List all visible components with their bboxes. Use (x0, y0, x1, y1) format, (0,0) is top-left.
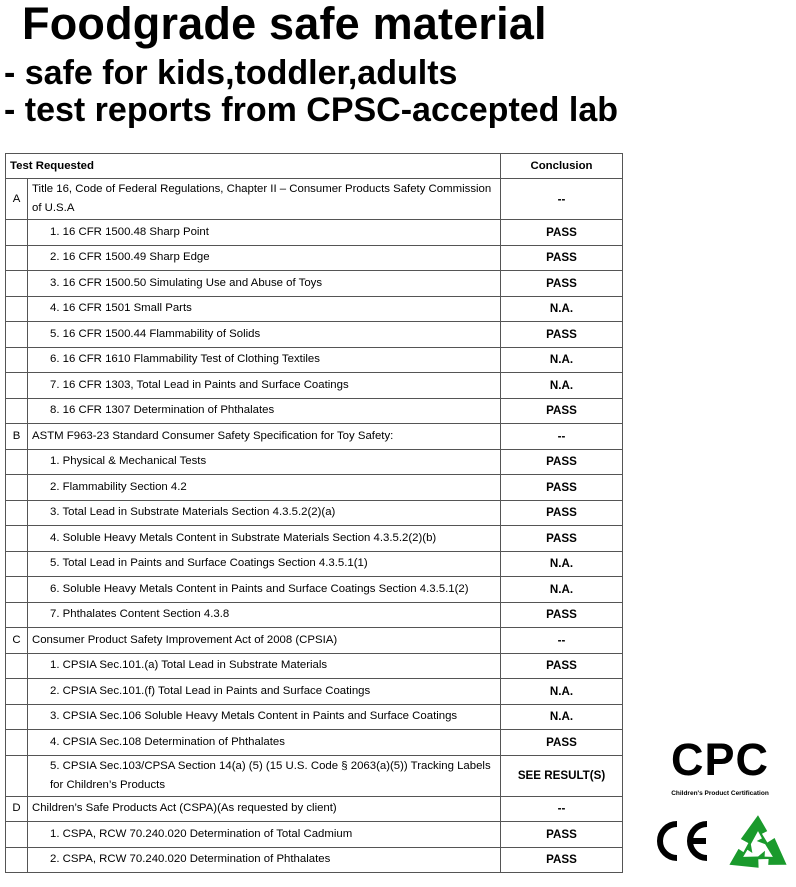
table-row (6, 373, 623, 399)
test-item: 4. 16 CFR 1501 Small Parts (28, 296, 501, 322)
table-row (6, 822, 623, 848)
row-spacer (6, 475, 28, 501)
test-result: PASS (501, 500, 623, 526)
section-result: -- (501, 424, 623, 450)
recycle-icon (725, 810, 791, 881)
table-row (6, 704, 623, 730)
row-spacer (6, 373, 28, 399)
section-letter: B (6, 424, 28, 450)
test-result: N.A. (501, 296, 623, 322)
test-result: N.A. (501, 704, 623, 730)
test-result: PASS (501, 449, 623, 475)
section-title: Children’s Safe Products Act (CSPA)(As requested by client) (28, 796, 501, 822)
col-header-test: Test Requested (6, 154, 501, 179)
test-item: 6. Soluble Heavy Metals Content in Paints and Surface Coatings Section 4.3.5.1(2) (28, 577, 501, 603)
cpc-logo: CPC (670, 734, 769, 785)
test-result: N.A. (501, 347, 623, 373)
row-spacer (6, 755, 28, 796)
test-result: PASS (501, 271, 623, 297)
test-item: 1. CPSIA Sec.101.(a) Total Lead in Substrate Materials (28, 653, 501, 679)
row-spacer (6, 526, 28, 552)
table-row (6, 679, 623, 705)
test-item: 5. CPSIA Sec.103/CPSA Section 14(a) (5) (15 U.S. Code § 2063(a)(5)) Tracking Labels for Children’s Products (28, 755, 501, 796)
test-result: PASS (501, 475, 623, 501)
section-letter: A (6, 179, 28, 220)
table-header-row (6, 154, 623, 179)
cpc-badge (650, 736, 790, 797)
table-row (6, 602, 623, 628)
test-result: PASS (501, 847, 623, 873)
test-item: 1. 16 CFR 1500.48 Sharp Point (28, 220, 501, 246)
section-letter: D (6, 796, 28, 822)
test-item: 2. Flammability Section 4.2 (28, 475, 501, 501)
test-result: PASS (501, 526, 623, 552)
test-item: 3. 16 CFR 1500.50 Simulating Use and Abuse of Toys (28, 271, 501, 297)
row-spacer (6, 679, 28, 705)
recycle-icon-svg (725, 810, 791, 876)
table-row (6, 577, 623, 603)
row-spacer (6, 500, 28, 526)
table-row (6, 755, 623, 796)
test-item: 5. Total Lead in Paints and Surface Coatings Section 4.3.5.1(1) (28, 551, 501, 577)
row-spacer (6, 245, 28, 271)
section-letter: C (6, 628, 28, 654)
test-result: N.A. (501, 551, 623, 577)
test-result: N.A. (501, 577, 623, 603)
test-result: PASS (501, 322, 623, 348)
test-item: 7. 16 CFR 1303, Total Lead in Paints and Surface Coatings (28, 373, 501, 399)
section-row (6, 179, 623, 220)
section-title: Consumer Product Safety Improvement Act of 2008 (CPSIA) (28, 628, 501, 654)
test-item: 4. Soluble Heavy Metals Content in Substrate Materials Section 4.3.5.2(2)(b) (28, 526, 501, 552)
section-result: -- (501, 796, 623, 822)
row-spacer (6, 847, 28, 873)
test-item: 4. CPSIA Sec.108 Determination of Phthalates (28, 730, 501, 756)
row-spacer (6, 322, 28, 348)
test-item: 3. CPSIA Sec.106 Soluble Heavy Metals Content in Paints and Surface Coatings (28, 704, 501, 730)
row-spacer (6, 577, 28, 603)
row-spacer (6, 271, 28, 297)
test-item: 1. Physical & Mechanical Tests (28, 449, 501, 475)
table-row (6, 398, 623, 424)
section-result: -- (501, 179, 623, 220)
test-result: PASS (501, 730, 623, 756)
table-row (6, 220, 623, 246)
table-row (6, 526, 623, 552)
test-result: PASS (501, 245, 623, 271)
page-title: Foodgrade safe material (22, 0, 547, 49)
table-row (6, 551, 623, 577)
test-item: 2. 16 CFR 1500.49 Sharp Edge (28, 245, 501, 271)
test-item: 6. 16 CFR 1610 Flammability Test of Clothing Textiles (28, 347, 501, 373)
section-row (6, 424, 623, 450)
row-spacer (6, 822, 28, 848)
ce-mark-icon (650, 818, 712, 869)
feature-line-reports: - test reports from CPSC-accepted lab (4, 91, 619, 129)
table-row (6, 347, 623, 373)
row-spacer (6, 347, 28, 373)
row-spacer (6, 730, 28, 756)
table-row (6, 500, 623, 526)
test-result: PASS (501, 653, 623, 679)
row-spacer (6, 398, 28, 424)
table-row (6, 271, 623, 297)
test-item: 5. 16 CFR 1500.44 Flammability of Solids (28, 322, 501, 348)
table-row (6, 847, 623, 873)
test-item: 7. Phthalates Content Section 4.3.8 (28, 602, 501, 628)
table-row (6, 322, 623, 348)
row-spacer (6, 296, 28, 322)
test-result: PASS (501, 220, 623, 246)
section-title: ASTM F963-23 Standard Consumer Safety Specification for Toy Safety: (28, 424, 501, 450)
test-report-table (5, 153, 623, 873)
table-row (6, 296, 623, 322)
table-body (6, 179, 623, 873)
test-result: PASS (501, 602, 623, 628)
row-spacer (6, 602, 28, 628)
row-spacer (6, 220, 28, 246)
section-row (6, 628, 623, 654)
test-item: 8. 16 CFR 1307 Determination of Phthalates (28, 398, 501, 424)
test-item: 2. CSPA, RCW 70.240.020 Determination of Phthalates (28, 847, 501, 873)
test-item: 3. Total Lead in Substrate Materials Section 4.3.5.2(2)(a) (28, 500, 501, 526)
table-row (6, 730, 623, 756)
test-result: PASS (501, 398, 623, 424)
test-result: SEE RESULT(S) (501, 755, 623, 796)
table-row (6, 653, 623, 679)
row-spacer (6, 449, 28, 475)
cpc-caption: Children's Product Certification (671, 790, 769, 797)
test-item: 1. CSPA, RCW 70.240.020 Determination of Total Cadmium (28, 822, 501, 848)
test-result: PASS (501, 822, 623, 848)
row-spacer (6, 704, 28, 730)
table-row (6, 449, 623, 475)
section-row (6, 796, 623, 822)
ce-mark-svg (650, 818, 712, 864)
row-spacer (6, 551, 28, 577)
table-row (6, 245, 623, 271)
test-result: N.A. (501, 679, 623, 705)
test-item: 2. CPSIA Sec.101.(f) Total Lead in Paints and Surface Coatings (28, 679, 501, 705)
table-row (6, 475, 623, 501)
row-spacer (6, 653, 28, 679)
feature-line-safe: - safe for kids,toddler,adults (4, 54, 458, 92)
col-header-conclusion: Conclusion (501, 154, 623, 179)
test-result: N.A. (501, 373, 623, 399)
section-title: Title 16, Code of Federal Regulations, Chapter II – Consumer Products Safety Commission of U.S.A (28, 179, 501, 220)
section-result: -- (501, 628, 623, 654)
